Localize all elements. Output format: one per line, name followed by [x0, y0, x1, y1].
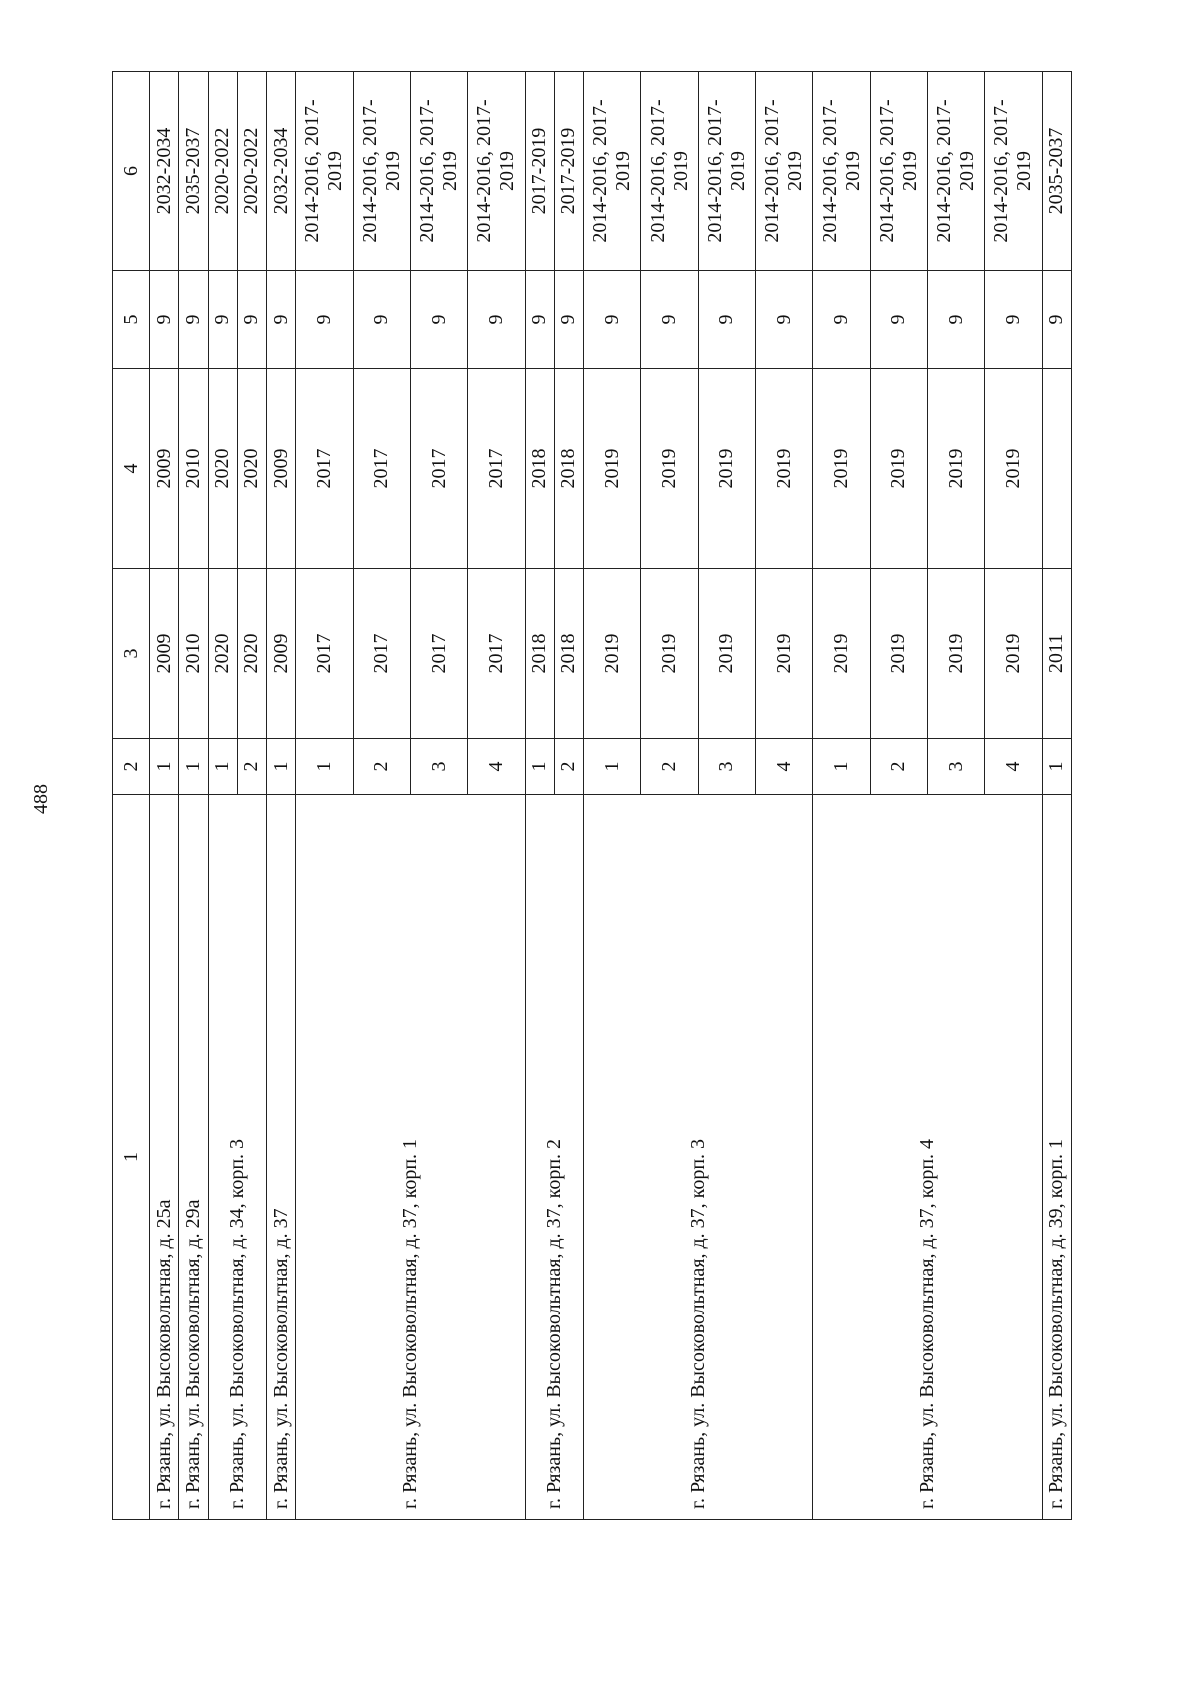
entry-number-cell: 4: [985, 739, 1042, 795]
floors-cell: 9: [525, 271, 554, 369]
year-cell: 2018: [554, 569, 583, 739]
data-table: [112, 71, 1072, 1520]
entry-number-cell: 4: [468, 739, 525, 795]
address-cell: г. Рязань, ул. Высоковольтная, д. 34, корп. 3: [208, 795, 267, 1520]
period-cell: 2014-2016, 2017-2019: [870, 72, 927, 271]
year-cell: 2019: [870, 569, 927, 739]
period-cell: 2014-2016, 2017-2019: [698, 72, 755, 271]
header-cell: 4: [113, 369, 150, 569]
floors-cell: 9: [468, 271, 525, 369]
year-cell: 2019: [985, 569, 1042, 739]
year-cell: 2020: [237, 369, 266, 569]
floors-cell: 9: [353, 271, 410, 369]
entry-number-cell: 2: [353, 739, 410, 795]
header-cell: 5: [113, 271, 150, 369]
floors-cell: 9: [756, 271, 813, 369]
year-cell: 2019: [985, 369, 1042, 569]
period-cell: 2014-2016, 2017-2019: [353, 72, 410, 271]
period-cell: 2017-2019: [554, 72, 583, 271]
year-cell: 2011: [1042, 569, 1071, 739]
year-cell: 2017: [410, 369, 467, 569]
table-row: [150, 72, 179, 1520]
entry-number-cell: 1: [584, 739, 641, 795]
table-row: [525, 72, 554, 1520]
floors-cell: 9: [208, 271, 237, 369]
year-cell: 2019: [756, 569, 813, 739]
period-cell: 2014-2016, 2017-2019: [756, 72, 813, 271]
year-cell: [1042, 369, 1071, 569]
year-cell: 2019: [813, 569, 870, 739]
table-row: [813, 72, 870, 1520]
floors-cell: 9: [296, 271, 353, 369]
year-cell: 2017: [296, 369, 353, 569]
year-cell: 2019: [641, 369, 698, 569]
year-cell: 2018: [525, 369, 554, 569]
year-cell: 2019: [698, 569, 755, 739]
year-cell: 2019: [641, 569, 698, 739]
header-row: [113, 72, 150, 1520]
period-cell: 2014-2016, 2017-2019: [985, 72, 1042, 271]
period-cell: 2017-2019: [525, 72, 554, 271]
year-cell: 2017: [410, 569, 467, 739]
header-cell: 6: [113, 72, 150, 271]
address-cell: г. Рязань, ул. Высоковольтная, д. 29а: [179, 795, 208, 1520]
floors-cell: 9: [985, 271, 1042, 369]
floors-cell: 9: [698, 271, 755, 369]
year-cell: 2019: [584, 569, 641, 739]
header-cell: 3: [113, 569, 150, 739]
address-cell: г. Рязань, ул. Высоковольтная, д. 37, корп. 4: [813, 795, 1042, 1520]
period-cell: 2035-2037: [179, 72, 208, 271]
year-cell: 2019: [927, 569, 984, 739]
year-cell: 2010: [179, 569, 208, 739]
period-cell: 2020-2022: [237, 72, 266, 271]
entry-number-cell: 1: [813, 739, 870, 795]
year-cell: 2017: [353, 569, 410, 739]
address-cell: г. Рязань, ул. Высоковольтная, д. 37, корп. 3: [584, 795, 813, 1520]
floors-cell: 9: [870, 271, 927, 369]
floors-cell: 9: [179, 271, 208, 369]
year-cell: 2018: [554, 369, 583, 569]
period-cell: 2014-2016, 2017-2019: [927, 72, 984, 271]
year-cell: 2017: [296, 569, 353, 739]
year-cell: 2009: [267, 569, 296, 739]
floors-cell: 9: [554, 271, 583, 369]
floors-cell: 9: [410, 271, 467, 369]
year-cell: 2020: [237, 569, 266, 739]
floors-cell: 9: [813, 271, 870, 369]
entry-number-cell: 3: [927, 739, 984, 795]
entry-number-cell: 1: [296, 739, 353, 795]
page-number: 488: [30, 784, 52, 814]
floors-cell: 9: [927, 271, 984, 369]
table-row: [1042, 72, 1071, 1520]
period-cell: 2032-2034: [267, 72, 296, 271]
entry-number-cell: 2: [237, 739, 266, 795]
floors-cell: 9: [641, 271, 698, 369]
entry-number-cell: 1: [208, 739, 237, 795]
entry-number-cell: 2: [554, 739, 583, 795]
year-cell: 2017: [468, 369, 525, 569]
period-cell: 2032-2034: [150, 72, 179, 271]
header-cell: 2: [113, 739, 150, 795]
entry-number-cell: 1: [267, 739, 296, 795]
year-cell: 2017: [353, 369, 410, 569]
rotated-table-frame: [112, 72, 1072, 1520]
table-row: [296, 72, 353, 1520]
floors-cell: 9: [1042, 271, 1071, 369]
table-row: [267, 72, 296, 1520]
table-row: [208, 72, 237, 1520]
period-cell: 2014-2016, 2017-2019: [468, 72, 525, 271]
period-cell: 2014-2016, 2017-2019: [410, 72, 467, 271]
entry-number-cell: 3: [698, 739, 755, 795]
period-cell: 2014-2016, 2017-2019: [813, 72, 870, 271]
year-cell: 2017: [468, 569, 525, 739]
address-cell: г. Рязань, ул. Высоковольтная, д. 25а: [150, 795, 179, 1520]
entry-number-cell: 1: [150, 739, 179, 795]
period-cell: 2014-2016, 2017-2019: [641, 72, 698, 271]
entry-number-cell: 1: [1042, 739, 1071, 795]
entry-number-cell: 2: [870, 739, 927, 795]
table-row: [179, 72, 208, 1520]
header-cell: 1: [113, 795, 150, 1520]
year-cell: 2019: [584, 369, 641, 569]
period-cell: 2035-2037: [1042, 72, 1071, 271]
floors-cell: 9: [150, 271, 179, 369]
floors-cell: 9: [237, 271, 266, 369]
period-cell: 2020-2022: [208, 72, 237, 271]
year-cell: 2009: [150, 369, 179, 569]
year-cell: 2020: [208, 369, 237, 569]
entry-number-cell: 4: [756, 739, 813, 795]
floors-cell: 9: [584, 271, 641, 369]
address-cell: г. Рязань, ул. Высоковольтная, д. 37: [267, 795, 296, 1520]
year-cell: 2019: [927, 369, 984, 569]
table-row: [584, 72, 641, 1520]
year-cell: 2009: [150, 569, 179, 739]
table-body: [150, 72, 1072, 1520]
entry-number-cell: 3: [410, 739, 467, 795]
table-container: [112, 72, 1072, 1520]
entry-number-cell: 1: [525, 739, 554, 795]
period-cell: 2014-2016, 2017-2019: [296, 72, 353, 271]
year-cell: 2019: [756, 369, 813, 569]
year-cell: 2019: [870, 369, 927, 569]
period-cell: 2014-2016, 2017-2019: [584, 72, 641, 271]
year-cell: 2019: [813, 369, 870, 569]
year-cell: 2019: [698, 369, 755, 569]
floors-cell: 9: [267, 271, 296, 369]
address-cell: г. Рязань, ул. Высоковольтная, д. 37, корп. 1: [296, 795, 525, 1520]
year-cell: 2020: [208, 569, 237, 739]
year-cell: 2010: [179, 369, 208, 569]
year-cell: 2009: [267, 369, 296, 569]
entry-number-cell: 2: [641, 739, 698, 795]
address-cell: г. Рязань, ул. Высоковольтная, д. 37, корп. 2: [525, 795, 584, 1520]
address-cell: г. Рязань, ул. Высоковольтная, д. 39, корп. 1: [1042, 795, 1071, 1520]
year-cell: 2018: [525, 569, 554, 739]
entry-number-cell: 1: [179, 739, 208, 795]
